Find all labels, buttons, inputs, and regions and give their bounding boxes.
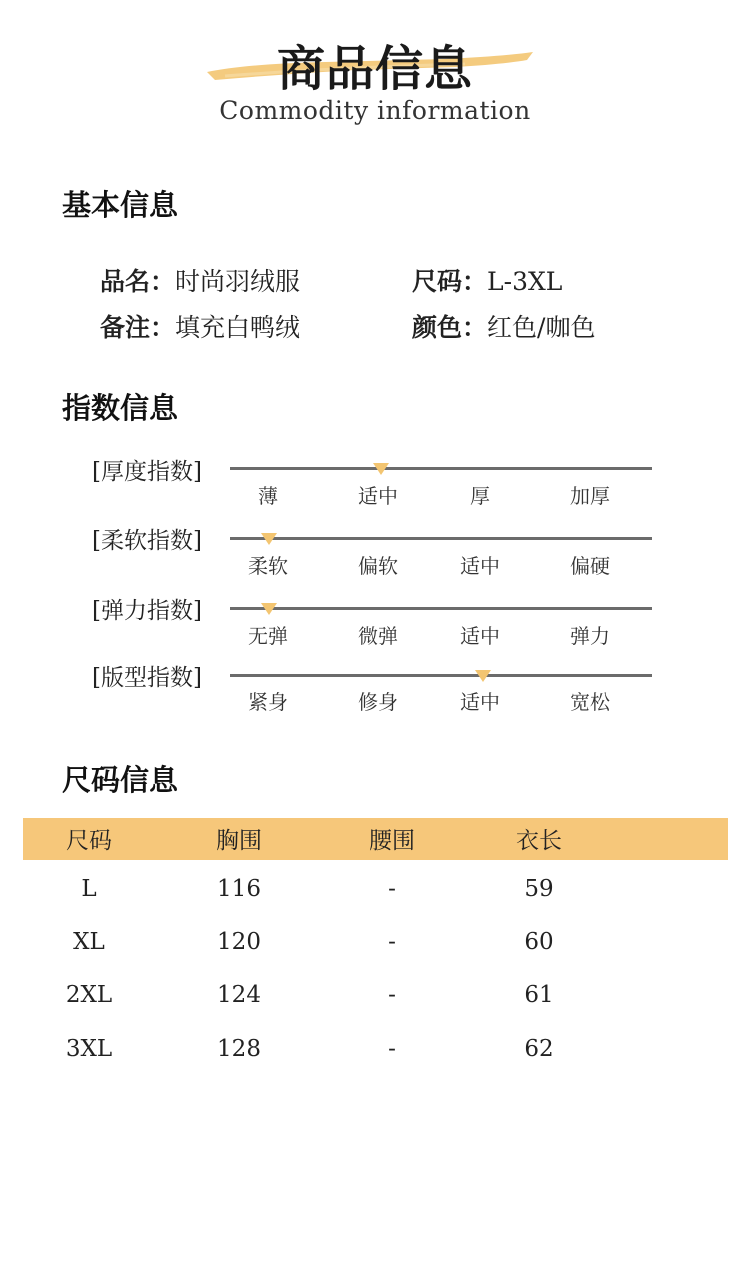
- index-tick: 微弹: [358, 624, 398, 648]
- table-cell: 116: [217, 876, 261, 902]
- index-track-elasticity: [230, 607, 652, 610]
- index-tick: 偏硬: [570, 554, 610, 578]
- index-marker-softness: [261, 533, 277, 545]
- section-title-size: 尺码信息: [62, 763, 179, 797]
- table-header-waist: 腰围: [369, 828, 415, 854]
- table-cell: 59: [524, 876, 554, 902]
- index-marker-elasticity: [261, 603, 277, 615]
- index-tick: 适中: [460, 690, 500, 714]
- info-size-label: 尺码：: [412, 267, 488, 296]
- index-track-thickness: [230, 467, 652, 470]
- table-cell: 2XL: [65, 982, 113, 1008]
- page-title: 商品信息: [276, 41, 473, 97]
- index-tick: 薄: [258, 484, 278, 508]
- table-cell: -: [388, 1036, 396, 1062]
- table-header-length: 衣长: [516, 828, 562, 854]
- table-row: [0, 1036, 750, 1066]
- table-cell: XL: [73, 929, 105, 955]
- index-tick: 修身: [358, 690, 398, 714]
- info-note-label: 备注：: [100, 313, 176, 342]
- index-tick: 适中: [358, 484, 398, 508]
- index-tick: 偏软: [358, 554, 398, 578]
- table-cell: 61: [524, 982, 554, 1008]
- index-label-elasticity: [弹力指数]: [92, 598, 202, 624]
- section-title-index: 指数信息: [62, 391, 179, 425]
- index-tick: 加厚: [570, 484, 610, 508]
- table-header-chest: 胸围: [216, 828, 262, 854]
- index-label-softness: [柔软指数]: [92, 528, 202, 554]
- index-tick: 厚: [470, 484, 490, 508]
- info-color: [412, 308, 595, 344]
- page-subtitle: Commodity information: [219, 96, 531, 125]
- table-cell: 3XL: [65, 1036, 113, 1062]
- info-name-label: 品名：: [100, 267, 176, 296]
- table-row: [0, 929, 750, 959]
- table-cell: 60: [524, 929, 554, 955]
- table-cell: -: [388, 929, 396, 955]
- index-marker-thickness: [373, 463, 389, 475]
- info-name: [100, 262, 300, 298]
- info-name-value: 时尚羽绒服: [175, 267, 301, 296]
- index-tick: 柔软: [248, 554, 288, 578]
- index-tick: 适中: [460, 554, 500, 578]
- index-tick: 适中: [460, 624, 500, 648]
- info-note-value: 填充白鸭绒: [175, 313, 301, 342]
- index-tick: 无弹: [248, 624, 288, 648]
- index-tick: 宽松: [570, 690, 610, 714]
- info-color-value: 红色/咖色: [487, 313, 596, 342]
- index-track-softness: [230, 537, 652, 540]
- index-label-thickness: [厚度指数]: [92, 459, 202, 485]
- info-color-label: 颜色：: [412, 313, 488, 342]
- section-title-basic: 基本信息: [62, 188, 179, 222]
- index-track-fit: [230, 674, 652, 677]
- table-cell: 62: [524, 1036, 554, 1062]
- table-cell: 124: [217, 982, 261, 1008]
- table-cell: -: [388, 876, 396, 902]
- table-cell: 128: [217, 1036, 261, 1062]
- table-header-size: 尺码: [66, 828, 112, 854]
- table-row: [0, 982, 750, 1012]
- index-marker-fit: [475, 670, 491, 682]
- info-size-value: L-3XL: [487, 267, 563, 296]
- index-tick: 紧身: [248, 690, 288, 714]
- table-row: [0, 876, 750, 906]
- table-cell: 120: [217, 929, 261, 955]
- index-label-fit: [版型指数]: [92, 665, 202, 691]
- table-cell: -: [388, 982, 396, 1008]
- info-note: [100, 308, 300, 344]
- info-size: [412, 262, 562, 298]
- table-cell: L: [81, 876, 97, 902]
- index-tick: 弹力: [570, 624, 610, 648]
